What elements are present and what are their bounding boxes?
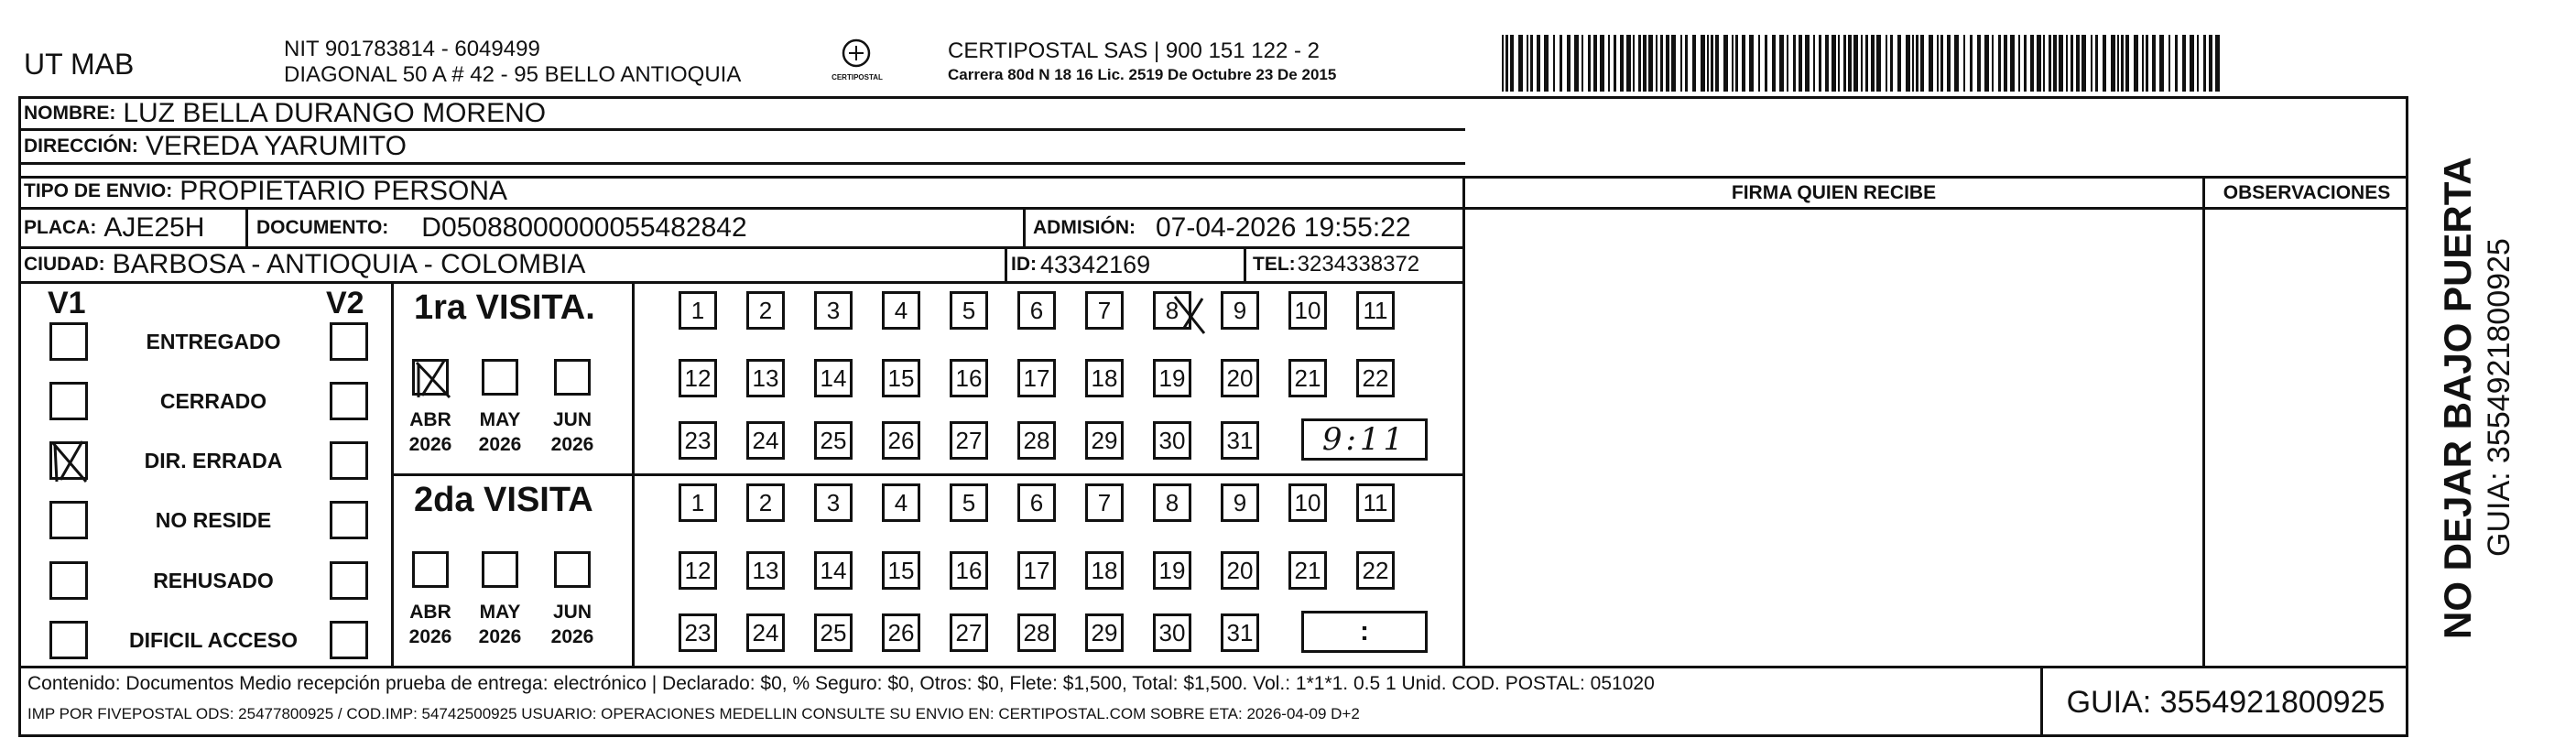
certipostal-logo-icon <box>829 37 884 92</box>
admision-value: 07-04-2026 19:55:22 <box>1156 212 1411 243</box>
barcode-bar <box>2091 35 2092 92</box>
barcode-bar <box>1735 35 1738 92</box>
v2-label: V2 <box>326 286 364 320</box>
day-box[interactable]: 27 <box>950 421 988 460</box>
day-box[interactable]: 29 <box>1085 421 1124 460</box>
divider-h2 <box>18 162 1465 165</box>
barcode-bar <box>2117 35 2119 92</box>
barcode-bar <box>1838 35 1840 92</box>
day-box[interactable]: 24 <box>746 613 785 652</box>
barcode-bar <box>2168 35 2170 92</box>
ciudad-label: CIUDAD: <box>24 254 105 275</box>
v1-label: V1 <box>48 286 86 320</box>
barcode-bar <box>1929 35 1933 92</box>
footer-imp: IMP POR FIVEPOSTAL ODS: 25477800925 / COD.IMP: 54742500925 USUARIO: OPERACIONES MEDELLIN CONSULTE SU ENVIO EN: CERTIPOSTAL.COM SOBRE ETA: 2026-04-09 D+2 <box>27 705 1360 722</box>
tipo-label: TIPO DE ENVIO: <box>24 179 173 201</box>
v2-checkbox[interactable] <box>330 561 368 600</box>
barcode-bar <box>1998 35 2001 92</box>
barcode-bar <box>1742 35 1745 92</box>
barcode-bar <box>1701 35 1705 92</box>
day-box[interactable]: 31 <box>1221 613 1259 652</box>
barcode-bar <box>1954 35 1959 92</box>
barcode-bar <box>2043 35 2045 92</box>
barcode-bar <box>2053 35 2057 92</box>
day-box[interactable]: 9 <box>1221 483 1259 522</box>
barcode-bar <box>1871 35 1875 92</box>
barcode-bar <box>1890 35 1893 92</box>
day-box[interactable]: 7 <box>1085 291 1124 330</box>
barcode-bar <box>1502 35 1504 92</box>
month-checkbox[interactable] <box>482 359 518 396</box>
day-box[interactable]: 13 <box>746 551 785 590</box>
footer-content: Contenido: Documentos Medio recepción prueba de entrega: electrónico | Declarado: $0, % Seguro: $0, Otros: $0, Flete: $1,500, Total: $1,500. Vol.: 1*1*1. 0.5 1 Unid. COD. POSTAL: 051020 <box>27 673 1655 694</box>
day-box[interactable]: 19 <box>1153 359 1191 397</box>
barcode-bar <box>2103 35 2106 92</box>
day-box[interactable]: 22 <box>1356 551 1395 590</box>
barcode-bar <box>1530 35 1533 92</box>
barcode-bar <box>1940 35 1943 92</box>
barcode-bar <box>1715 35 1719 92</box>
barcode-bar <box>2134 35 2138 92</box>
barcode-bar <box>1643 35 1647 92</box>
barcode-bar <box>1648 35 1653 92</box>
month-name: JUN <box>552 602 592 623</box>
barcode-bar <box>2049 35 2051 92</box>
barcode-bar <box>1970 35 1973 92</box>
barcode-bar <box>1711 35 1713 92</box>
barcode-bar <box>1813 35 1815 92</box>
barcode-bar <box>1819 35 1821 92</box>
status-label: REHUSADO <box>153 569 274 592</box>
barcode-bar <box>2095 35 2098 92</box>
barcode-bar <box>2024 35 2027 92</box>
barcode-bar <box>1574 35 1579 92</box>
direccion-label: DIRECCIÓN: <box>24 135 138 157</box>
observaciones-area[interactable] <box>2205 210 2408 666</box>
divider-v-placa <box>245 207 248 246</box>
status-label: ENTREGADO <box>146 330 281 353</box>
day-box[interactable]: 12 <box>679 551 717 590</box>
day-box[interactable]: 15 <box>882 551 920 590</box>
barcode-bar <box>2142 35 2144 92</box>
barcode-bar <box>1633 35 1635 92</box>
v2-checkbox[interactable] <box>330 501 368 539</box>
day-box[interactable]: 6 <box>1017 291 1056 330</box>
month-name: JUN <box>552 409 592 430</box>
barcode-bar <box>2152 35 2156 92</box>
barcode-bar <box>2197 35 2199 92</box>
barcode-bar <box>1772 35 1776 92</box>
barcode-bar <box>2059 35 2063 92</box>
day-box[interactable]: 12 <box>679 359 717 397</box>
visit2-time: : <box>1360 616 1369 646</box>
company-name: UT MAB <box>24 48 135 81</box>
barcode-bar <box>1765 35 1767 92</box>
tipo-row <box>24 175 507 207</box>
barcode-bar <box>1912 35 1914 92</box>
id-row <box>1011 248 1150 281</box>
month-label <box>468 407 532 457</box>
nombre-label: NOMBRE: <box>24 102 116 124</box>
day-box[interactable]: 21 <box>1288 551 1327 590</box>
placa-label: PLACA: <box>24 217 97 238</box>
observaciones-header: OBSERVACIONES <box>2223 181 2391 203</box>
v2-checkbox[interactable] <box>330 621 368 659</box>
barcode-bar <box>2066 35 2068 92</box>
day-box[interactable]: 3 <box>814 483 853 522</box>
nombre-value: LUZ BELLA DURANGO MORENO <box>123 97 547 128</box>
barcode-bar <box>2018 35 2020 92</box>
barcode-bar <box>1825 35 1829 92</box>
sender-address: DIAGONAL 50 A # 42 - 95 BELLO ANTIOQUIA <box>284 62 742 87</box>
divider-h7 <box>394 473 1465 476</box>
month-checkbox[interactable] <box>412 359 449 396</box>
divider-v-tel <box>1244 246 1246 281</box>
barcode-bar <box>1608 35 1610 92</box>
day-box[interactable]: 14 <box>814 359 853 397</box>
barcode-bar <box>1758 35 1760 92</box>
v2-checkbox[interactable] <box>330 382 368 420</box>
day-box[interactable]: 30 <box>1153 613 1191 652</box>
barcode-bar <box>1593 35 1597 92</box>
day-box[interactable]: 15 <box>882 359 920 397</box>
nit-text: NIT 901783814 - 6049499 <box>284 37 540 61</box>
month-year: 2026 <box>408 434 452 455</box>
barcode-bar <box>1848 35 1852 92</box>
barcode-bar <box>1638 35 1641 92</box>
day-box[interactable]: 3 <box>814 291 853 330</box>
barcode-bar <box>2190 35 2194 92</box>
admision-row <box>1033 210 1411 246</box>
day-box[interactable]: 28 <box>1017 613 1056 652</box>
barcode-bar <box>1588 35 1591 92</box>
day-box[interactable]: 9 <box>1221 291 1259 330</box>
barcode-bar <box>1510 35 1514 92</box>
barcode-bar <box>1656 35 1658 92</box>
direccion-value: VEREDA YARUMITO <box>145 130 407 161</box>
barcode-bar <box>1723 35 1728 92</box>
day-box[interactable]: 5 <box>950 291 988 330</box>
barcode-bar <box>1620 35 1624 92</box>
divider-h6 <box>18 281 1465 284</box>
month-year: 2026 <box>478 626 522 647</box>
status-label: DIFICIL ACCESO <box>128 628 298 652</box>
month-label <box>540 407 604 457</box>
day-box[interactable]: 18 <box>1085 551 1124 590</box>
v2-checkbox[interactable] <box>330 322 368 361</box>
day-box[interactable]: 23 <box>679 421 717 460</box>
divider-v-status <box>391 281 394 666</box>
barcode-bar <box>1977 35 1981 92</box>
barcode-bar <box>1916 35 1918 92</box>
day-box[interactable]: 11 <box>1356 291 1395 330</box>
tel-label: TEL: <box>1253 254 1296 275</box>
certipostal-logo <box>829 37 884 92</box>
barcode-bar <box>1787 35 1788 92</box>
barcode-bar <box>1799 35 1802 92</box>
placa-row <box>24 210 204 246</box>
day-box[interactable]: 31 <box>1221 421 1259 460</box>
barcode-bar <box>1886 35 1887 92</box>
barcode-bar <box>1707 35 1709 92</box>
day-box[interactable]: 30 <box>1153 421 1191 460</box>
month-label <box>398 407 462 457</box>
id-value: 43342169 <box>1040 250 1151 278</box>
month-year: 2026 <box>408 626 452 647</box>
tel-value: 3234338372 <box>1297 252 1420 277</box>
barcode-bar <box>2004 35 2007 92</box>
day-box[interactable]: 21 <box>1288 359 1327 397</box>
barcode-bar <box>1732 35 1734 92</box>
barcode-bar <box>1984 35 1989 92</box>
documento-row <box>256 210 747 246</box>
v1-checkbox[interactable] <box>49 322 88 361</box>
day-box[interactable]: 11 <box>1356 483 1395 522</box>
barcode-bar <box>2182 35 2186 92</box>
barcode-bar <box>2175 35 2178 92</box>
barcode-bar <box>1553 35 1555 92</box>
barcode-bar <box>1937 35 1939 92</box>
barcode-bar <box>2209 35 2212 92</box>
side-no-dejar: NO DEJAR BAJO PUERTA <box>2436 157 2479 639</box>
v1-checkbox[interactable] <box>49 441 88 480</box>
barcode-bar <box>1518 35 1523 92</box>
day-box[interactable]: 25 <box>814 421 853 460</box>
direccion-row <box>24 130 407 162</box>
day-box[interactable]: 29 <box>1085 613 1124 652</box>
day-box[interactable]: 8 <box>1153 483 1191 522</box>
barcode-bar <box>1805 35 1810 92</box>
day-box[interactable]: 24 <box>746 421 785 460</box>
barcode-bar <box>1992 35 1994 92</box>
certipostal-license: Carrera 80d N 18 16 Lic. 2519 De Octubre 23 De 2015 <box>948 66 1337 83</box>
day-box[interactable]: 4 <box>882 483 920 522</box>
barcode-bar <box>2121 35 2124 92</box>
barcode-bar <box>1947 35 1951 92</box>
barcode-bar <box>2159 35 2164 92</box>
month-name: MAY <box>479 409 521 430</box>
month-year: 2026 <box>550 626 594 647</box>
day-box[interactable]: 7 <box>1085 483 1124 522</box>
barcode-bar <box>1614 35 1616 92</box>
certipostal-logo-text: CERTIPOSTAL <box>831 73 883 81</box>
nombre-row <box>24 98 546 128</box>
v1-checkbox[interactable] <box>49 621 88 659</box>
day-box[interactable]: 19 <box>1153 551 1191 590</box>
day-box[interactable]: 4 <box>882 291 920 330</box>
day-box[interactable]: 17 <box>1017 359 1056 397</box>
v1-checkbox[interactable] <box>49 561 88 600</box>
day-box[interactable]: 10 <box>1288 291 1327 330</box>
day-box[interactable]: 14 <box>814 551 853 590</box>
barcode-bar <box>2030 35 2034 92</box>
day-box[interactable]: 17 <box>1017 551 1056 590</box>
barcode-bar <box>1843 35 1846 92</box>
barcode-bar <box>1779 35 1784 92</box>
barcode-bar <box>1600 35 1604 92</box>
barcode-bar <box>1853 35 1858 92</box>
barcode-bar <box>1666 35 1669 92</box>
barcode-icon <box>1502 35 2225 92</box>
day-box[interactable]: 25 <box>814 613 853 652</box>
day-box[interactable]: 1 <box>679 483 717 522</box>
admision-label: ADMISIÓN: <box>1033 217 1136 238</box>
barcode-bar <box>2081 35 2086 92</box>
day-box[interactable]: 2 <box>746 291 785 330</box>
month-name: ABR <box>409 409 451 430</box>
barcode-bar <box>1685 35 1688 92</box>
month-checkbox[interactable] <box>482 551 518 588</box>
day-box[interactable]: 10 <box>1288 483 1327 522</box>
firma-area[interactable] <box>1465 210 2202 666</box>
barcode-bar <box>2071 35 2073 92</box>
barcode-bar <box>1527 35 1528 92</box>
day-box[interactable]: 27 <box>950 613 988 652</box>
barcode-graphic <box>1502 35 2225 92</box>
month-name: MAY <box>479 602 521 623</box>
barcode-bar <box>1963 35 1965 92</box>
visit1-time-box[interactable] <box>1301 418 1428 461</box>
month-label <box>468 600 532 649</box>
month-label <box>540 600 604 649</box>
barcode-bar <box>1793 35 1796 92</box>
barcode-bar <box>1671 35 1676 92</box>
divider-v-admision <box>1023 207 1026 246</box>
barcode-bar <box>1560 35 1562 92</box>
month-name: ABR <box>409 602 451 623</box>
placa-value: AJE25H <box>103 212 205 243</box>
ciudad-value: BARBOSA - ANTIOQUIA - COLOMBIA <box>112 249 586 279</box>
barcode-bar <box>2125 35 2129 92</box>
v2-checkbox[interactable] <box>330 441 368 480</box>
barcode-bar <box>1749 35 1754 92</box>
visit2-title: 2da VISITA <box>414 481 593 519</box>
side-guia: GUIA: 3554921800925 <box>2482 238 2516 557</box>
documento-value: D05088000000055482842 <box>421 212 747 243</box>
barcode-bar <box>2215 35 2220 92</box>
month-checkbox[interactable] <box>554 359 591 396</box>
barcode-bar <box>1897 35 1901 92</box>
barcode-bar <box>1544 35 1549 92</box>
tel-row <box>1253 248 1419 281</box>
day-box[interactable]: 5 <box>950 483 988 522</box>
day-box[interactable]: 16 <box>950 359 988 397</box>
documento-label: DOCUMENTO: <box>256 217 389 238</box>
barcode-bar <box>1876 35 1881 92</box>
ciudad-row <box>24 248 585 281</box>
barcode-bar <box>1680 35 1682 92</box>
day-box[interactable]: 26 <box>882 421 920 460</box>
barcode-bar <box>1567 35 1571 92</box>
barcode-bar <box>2037 35 2041 92</box>
day-box[interactable]: 1 <box>679 291 717 330</box>
tipo-value: PROPIETARIO PERSONA <box>179 175 508 206</box>
barcode-bar <box>2076 35 2080 92</box>
status-label: NO RESIDE <box>155 508 272 532</box>
barcode-bar <box>1865 35 1868 92</box>
barcode-bar <box>2203 35 2206 92</box>
firma-header: FIRMA QUIEN RECIBE <box>1731 181 1937 203</box>
v1-checkbox[interactable] <box>49 382 88 420</box>
barcode-bar <box>1692 35 1696 92</box>
day-box[interactable]: 20 <box>1221 359 1259 397</box>
day-box[interactable]: 8 <box>1153 291 1191 330</box>
month-checkbox[interactable] <box>554 551 591 588</box>
day-box[interactable]: 13 <box>746 359 785 397</box>
day-box[interactable]: 2 <box>746 483 785 522</box>
barcode-bar <box>1505 35 1508 92</box>
barcode-bar <box>1861 35 1863 92</box>
day-box[interactable]: 23 <box>679 613 717 652</box>
barcode-bar <box>1906 35 1910 92</box>
footer-guia: GUIA: 3554921800925 <box>2066 685 2386 720</box>
visit1-time: 9:11 <box>1321 421 1408 458</box>
month-year: 2026 <box>550 434 594 455</box>
status-label: CERRADO <box>159 389 267 413</box>
day-box[interactable]: 6 <box>1017 483 1056 522</box>
day-box[interactable]: 26 <box>882 613 920 652</box>
barcode-bar <box>2010 35 2015 92</box>
barcode-bar <box>1626 35 1631 92</box>
day-box[interactable]: 20 <box>1221 551 1259 590</box>
v1-checkbox[interactable] <box>49 501 88 539</box>
visit2-time-box[interactable] <box>1301 611 1428 653</box>
side-text <box>2427 126 2537 639</box>
divider-v-visit <box>632 281 635 666</box>
day-box[interactable]: 18 <box>1085 359 1124 397</box>
day-box[interactable]: 22 <box>1356 359 1395 397</box>
barcode-bar <box>1581 35 1583 92</box>
barcode-bar <box>1831 35 1836 92</box>
id-label: ID: <box>1011 254 1037 275</box>
barcode-bar <box>1660 35 1663 92</box>
month-label <box>398 600 462 649</box>
barcode-bar <box>1920 35 1924 92</box>
certipostal-title: CERTIPOSTAL SAS | 900 151 122 - 2 <box>948 38 1320 63</box>
barcode-bar <box>1537 35 1540 92</box>
barcode-bar <box>2111 35 2115 92</box>
barcode-bar <box>2146 35 2148 92</box>
divider-v-id <box>1005 246 1007 281</box>
day-box[interactable]: 28 <box>1017 421 1056 460</box>
status-label: DIR. ERRADA <box>144 449 283 472</box>
month-year: 2026 <box>478 434 522 455</box>
month-checkbox[interactable] <box>412 551 449 588</box>
day-box[interactable]: 16 <box>950 551 988 590</box>
visit1-title: 1ra VISITA. <box>414 288 595 327</box>
